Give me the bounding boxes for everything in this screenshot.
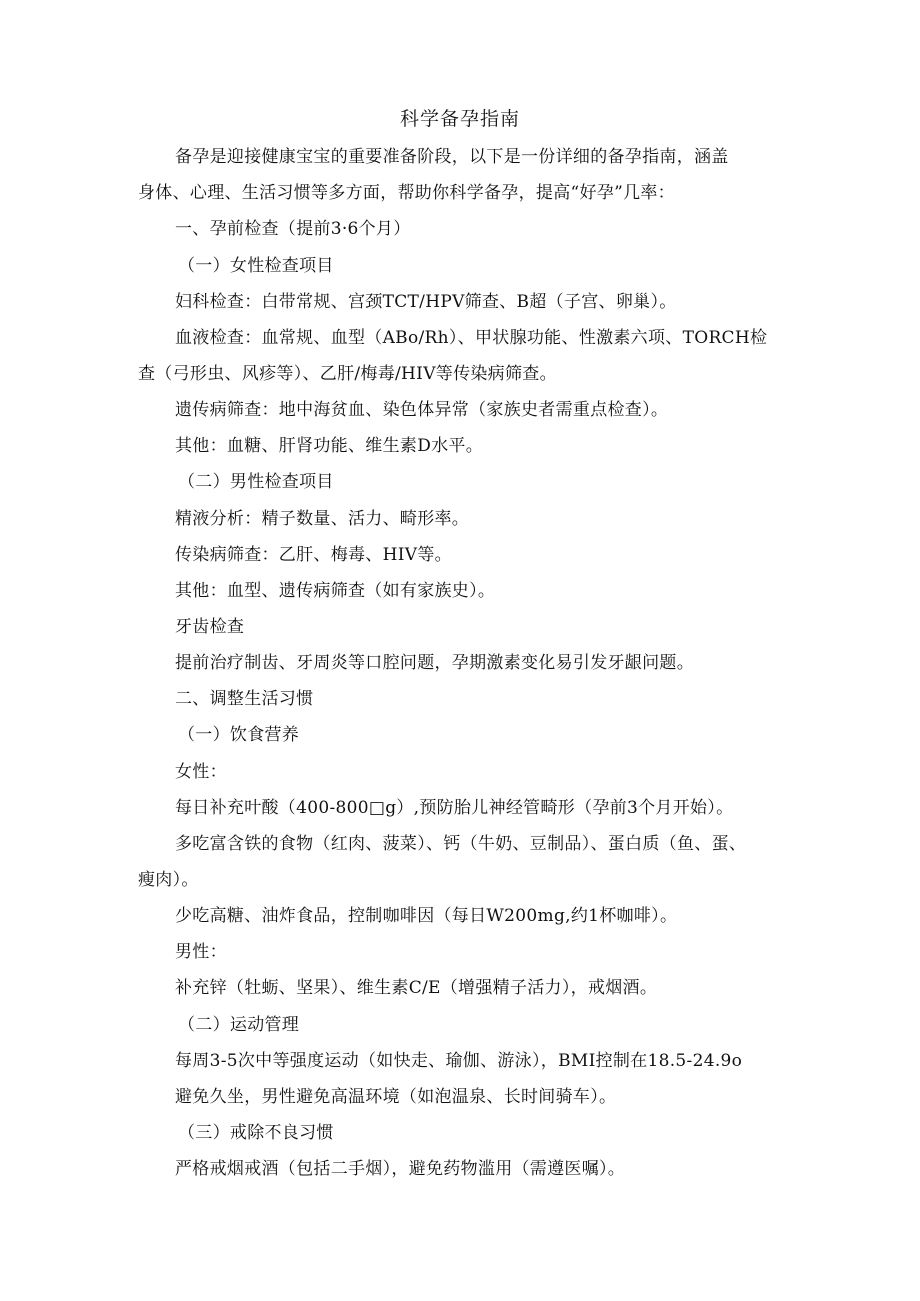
male-exam-heading: （二）男性检查项目 [178,472,334,492]
habits-heading: （三）戒除不良习惯 [178,1123,334,1143]
male-other-exam: 其他：血型、遗传病筛查（如有家族史）。 [175,581,496,601]
section2-heading: 二、调整生活习惯 [175,689,314,709]
intro-line-2: 身体、心理、生活习惯等多方面，帮助你科学备孕，提高“好孕”几率： [138,183,675,203]
female-blood-exam-line-2: 查（弓形虫、风疹等）、乙肝/梅毒/HIV等传染病筛查。 [138,364,557,384]
female-gyn-exam: 妇科检查：白带常规、宫颈TCT/HPV筛查、B超（子宫、卵巢）。 [175,292,677,312]
diet-folic-acid: 每日补充叶酸（400-800□g）,预防胎儿神经管畸形（孕前3个月开始）。 [175,798,734,818]
diet-sugar-caffeine: 少吃高糖、油炸食品，控制咖啡因（每日W200mg,约1杯咖啡）。 [175,906,678,926]
dental-exam-heading: 牙齿检查 [175,617,245,637]
exercise-avoid-sitting: 避免久坐，男性避免高温环境（如泡温泉、长时间骑车）。 [175,1087,617,1107]
male-semen-analysis: 精液分析：精子数量、活力、畸形率。 [175,509,470,529]
female-genetic-screening: 遗传病筛查：地中海贫血、染色体异常（家族史者需重点检查）。 [175,400,669,420]
habits-text: 严格戒烟戒酒（包括二手烟），避免药物滥用（需遵医嘱）。 [175,1159,626,1179]
male-infectious-screening: 传染病筛查：乙肝、梅毒、HIV等。 [175,545,452,565]
female-blood-exam-line-1: 血液检查：血常规、血型（ABo/Rh）、甲状腺功能、性激素六项、TORCH检 [175,328,768,348]
intro-line-1: 备孕是迎接健康宝宝的重要准备阶段，以下是一份详细的备孕指南，涵盖 [175,147,729,167]
exercise-heading: （二）运动管理 [178,1015,300,1035]
section1-heading: 一、孕前检查（提前3·6个月） [175,219,411,239]
female-other-exam: 其他：血糖、肝肾功能、维生素D水平。 [175,436,484,456]
diet-zinc: 补充锌（牡蛎、坚果）、维生素C/E（增强精子活力），戒烟酒。 [175,978,658,998]
document-title: 科学备孕指南 [399,108,520,130]
diet-heading: （一）饮食营养 [178,725,300,745]
diet-iron-line-1: 多吃富含铁的食物（红肉、菠菜）、钙（牛奶、豆制品）、蛋白质（鱼、蛋、 [175,834,747,854]
female-exam-heading: （一）女性检查项目 [178,256,334,276]
exercise-weekly: 每周3-5次中等强度运动（如快走、瑜伽、游泳），BMI控制在18.5-24.9o [175,1051,743,1071]
dental-exam-text: 提前治疗制齿、牙周炎等口腔问题，孕期激素变化易引发牙龈问题。 [175,653,694,673]
diet-female-label: 女性： [175,762,227,782]
diet-male-label: 男性： [175,942,227,962]
diet-iron-line-2: 瘦肉）。 [138,870,199,890]
